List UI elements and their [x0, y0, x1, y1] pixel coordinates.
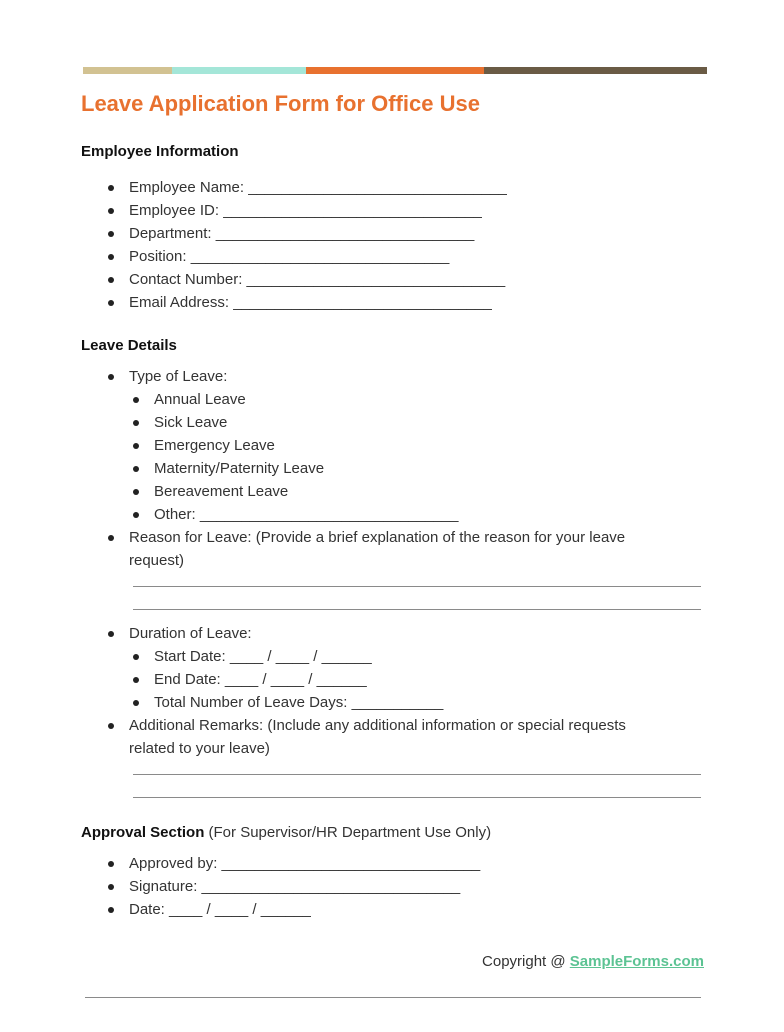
decorative-color-bar [83, 67, 707, 74]
leave-option-maternity-paternity[interactable]: Maternity/Paternity Leave [106, 457, 669, 480]
color-bar-segment-brown [484, 67, 707, 74]
leave-option-emergency[interactable]: Emergency Leave [106, 434, 669, 457]
approval-list [106, 852, 480, 921]
leave-option-other[interactable]: Other: _______________________________ [106, 503, 669, 526]
email-address-field[interactable]: Email Address: _______________________________ [106, 291, 507, 314]
total-leave-days-field[interactable]: Total Number of Leave Days: ___________ [106, 691, 669, 714]
additional-remarks-item [106, 714, 669, 798]
color-bar-segment-mint [172, 67, 306, 74]
signature-field[interactable]: Signature: _______________________________ [106, 875, 480, 898]
type-of-leave-item [106, 365, 669, 526]
leave-option-sick[interactable]: Sick Leave [106, 411, 669, 434]
color-bar-segment-orange [306, 67, 484, 74]
contact-number-field[interactable]: Contact Number: _______________________________ [106, 268, 507, 291]
start-date-field[interactable]: Start Date: ____ / ____ / ______ [106, 645, 669, 668]
employee-info-heading: Employee Information [81, 143, 239, 160]
employee-info-list [106, 176, 507, 314]
remarks-answer-line-2[interactable] [133, 797, 701, 798]
reason-for-leave-label: Reason for Leave: (Provide a brief explanation of the reason for your leave request) [129, 529, 626, 569]
approval-section-heading [81, 824, 491, 841]
footer-divider [85, 997, 701, 998]
approved-by-field[interactable]: Approved by: _______________________________ [106, 852, 480, 875]
leave-details-heading: Leave Details [81, 337, 177, 354]
leave-option-annual[interactable]: Annual Leave [106, 388, 669, 411]
leave-option-bereavement[interactable]: Bereavement Leave [106, 480, 669, 503]
copyright-prefix: Copyright @ [482, 953, 570, 970]
leave-type-options [106, 388, 669, 526]
leave-details-list [106, 365, 669, 798]
position-field[interactable]: Position: _______________________________ [106, 245, 507, 268]
employee-id-field[interactable]: Employee ID: _______________________________ [106, 199, 507, 222]
duration-of-leave-label: Duration of Leave: [129, 625, 252, 642]
approval-heading-note: (For Supervisor/HR Department Use Only) [204, 824, 492, 841]
duration-of-leave-item [106, 622, 669, 714]
type-of-leave-label: Type of Leave: [129, 368, 228, 385]
additional-remarks-label: Additional Remarks: (Include any additional information or special requests related to your leave) [129, 717, 626, 757]
sampleforms-link[interactable]: SampleForms.com [569, 953, 704, 970]
employee-name-field[interactable]: Employee Name: _______________________________ [106, 176, 507, 199]
approval-heading-text: Approval Section [81, 824, 205, 841]
color-bar-segment-tan [83, 67, 172, 74]
end-date-field[interactable]: End Date: ____ / ____ / ______ [106, 668, 669, 691]
duration-fields [106, 645, 669, 714]
page-title: Leave Application Form for Office Use [81, 91, 480, 116]
department-field[interactable]: Department: _______________________________ [106, 222, 507, 245]
copyright-notice [482, 953, 704, 970]
reason-for-leave-item [106, 526, 669, 622]
approval-date-field[interactable]: Date: ____ / ____ / ______ [106, 898, 480, 921]
